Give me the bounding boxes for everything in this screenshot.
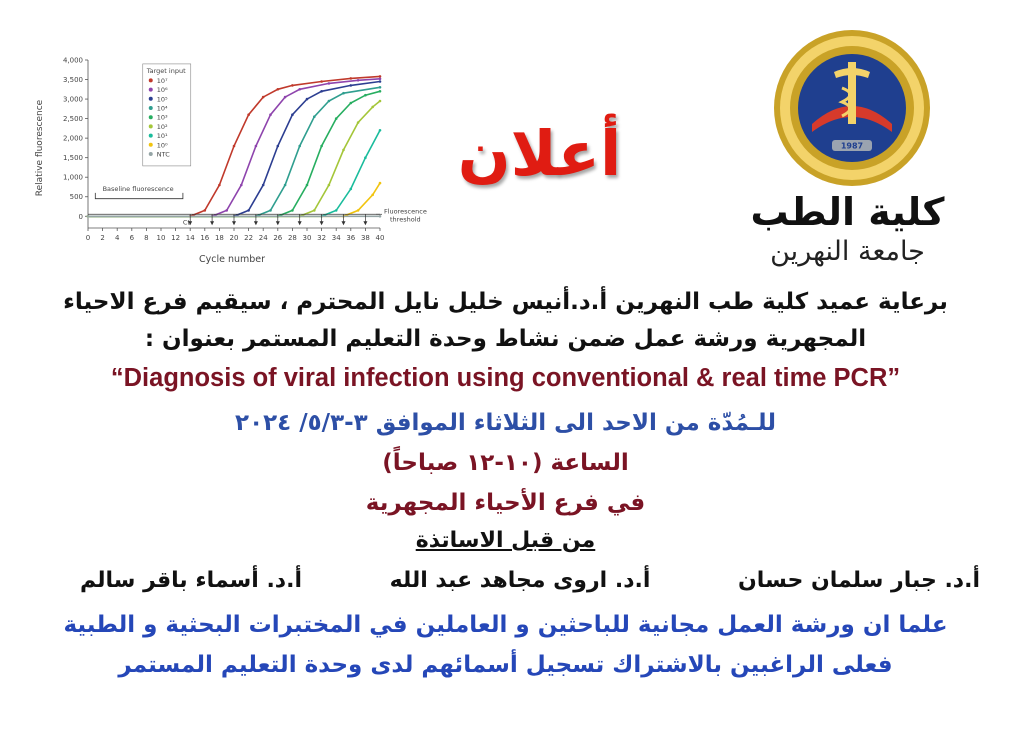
series-point [379,215,382,218]
y-tick-label: 4,000 [62,56,83,65]
instructors-heading-text: من قبل الاساتذة [415,528,596,553]
chart-grid [88,60,380,228]
series-point [350,84,353,87]
series-point [247,209,250,212]
series-point [379,100,382,103]
series-point [379,75,382,78]
ct-arrow-head [298,221,302,225]
x-tick-label: 36 [346,234,356,242]
series-point [291,209,294,212]
series-point [247,113,250,116]
ct-arrow-head [276,221,280,225]
legend-entry: NTC [156,150,170,159]
y-axis-label: Relative fluorescence [35,99,45,197]
x-tick-label: 18 [214,234,224,242]
chart-series [87,75,382,218]
series-point [225,209,228,212]
legend-marker [149,106,153,110]
series-point [357,79,360,82]
free-attendance-note: علما ان ورشة العمل مجانية للباحثين و العاملين في المختبرات البحثية و الطبية [63,612,948,638]
series-point [342,149,345,152]
instructors-heading [20,528,991,553]
x-axis-label: Cycle number [198,254,266,265]
x-tick-label: 6 [129,234,135,242]
series-point [379,182,382,185]
series-point [357,209,360,212]
ct-label: Ct [182,218,190,227]
series-point [262,96,265,99]
series-point [328,82,331,85]
workshop-intro-line: المجهرية ورشة عمل ضمن نشاط وحدة التعليم المستمر بعنوان : [144,326,867,352]
legend-entry: 10² [156,122,168,131]
chart-annotations [88,185,427,226]
instructors-list [80,568,980,602]
x-tick-label: 2 [100,234,105,242]
x-tick-label: 8 [144,234,149,242]
series-point [269,209,272,212]
series-point [364,94,367,97]
series-point [306,98,309,101]
series-point [357,121,360,124]
series-point [284,96,287,99]
series-point [320,145,323,148]
series-point [350,188,353,191]
x-tick-label: 10 [156,234,166,242]
ct-arrow-head [254,221,258,225]
series-point [328,184,331,187]
series-point [379,129,382,132]
series-point [298,88,301,91]
series-point [298,145,301,148]
x-tick-label: 24 [258,234,268,242]
series-point [218,184,221,187]
series-point [313,209,316,212]
instructor-name: أ.د. اروى مجاهد عبد الله [389,568,651,593]
legend-marker [149,115,153,119]
y-tick-label: 1,000 [62,173,83,182]
threshold-label: Fluorescence [384,207,427,216]
series-point [291,113,294,116]
threshold-label: threshold [390,215,421,224]
legend-marker [149,88,153,92]
workshop-title: “Diagnosis of viral infection using conventional & real time PCR” [110,364,901,392]
series-point [328,100,331,103]
series-point [379,90,382,93]
x-tick-label: 20 [229,234,239,242]
college-name: كلية الطب [750,190,945,234]
series-line [88,82,380,217]
workshop-time: الساعة (١٠-١٢ صباحاً) [382,450,629,476]
college-seal-logo [772,28,932,188]
series-point [342,92,345,95]
series-point [306,184,309,187]
series-line [88,130,380,216]
legend-marker [149,134,153,138]
ct-arrow-head [210,221,214,225]
series-point [269,113,272,116]
x-tick-label: 16 [200,234,210,242]
series-point [255,145,258,148]
series-point [284,184,287,187]
legend-entry: 10⁰ [156,141,168,150]
announcement-title: أعلان [457,116,622,190]
series-point [262,184,265,187]
y-tick-label: 500 [69,193,83,202]
y-tick-label: 1,500 [62,154,83,163]
patronage-line: برعاية عميد كلية طب النهرين أ.د.أنيس خليل نايل المحترم ، سيقيم فرع الاحياء [63,289,948,315]
legend-entry: 10⁵ [156,95,168,104]
series-point [350,102,353,105]
workshop-location: في فرع الأحياء المجهرية [365,490,646,516]
legend-marker [149,152,153,156]
series-point [371,106,374,109]
x-tick-label: 26 [273,234,283,242]
legend-entry: 10¹ [156,132,168,141]
series-point [240,184,243,187]
x-tick-label: 4 [114,234,120,242]
baseline-bracket [95,193,183,199]
series-point [379,80,382,83]
x-tick-label: 32 [317,234,327,242]
legend-entry: 10³ [156,113,168,122]
series-point [379,78,382,81]
x-tick-label: 28 [287,234,297,242]
y-tick-label: 0 [78,212,83,221]
series-point [291,84,294,87]
university-name: جامعة النهرين [770,236,925,267]
legend-marker [149,78,153,82]
series-point [277,88,280,91]
x-tick-label: 38 [360,234,370,242]
legend-title: Target input [146,66,186,75]
series-point [350,77,353,80]
legend-entry: 10⁷ [156,76,168,85]
x-tick-label: 14 [185,234,195,242]
x-tick-label: 30 [302,234,312,242]
legend-entry: 10⁶ [156,86,168,95]
series-point [335,209,338,212]
baseline-label: Baseline fluorescence [102,184,174,193]
x-axis-ticks [86,228,385,242]
y-axis-ticks [63,57,88,221]
pcr-amplification-chart [30,50,450,275]
legend-entry: 10⁴ [156,104,168,113]
series-point [320,80,323,83]
series-point [313,115,316,118]
workshop-dates: للـمُدّة من الاحد الى الثلاثاء الموافق ٣-٥/٣/ ٢٠٢٤ [235,410,776,436]
y-tick-label: 2,500 [62,115,83,124]
series-point [233,145,236,148]
ct-arrow-head [232,221,236,225]
legend-marker [149,97,153,101]
x-tick-label: 12 [171,234,181,242]
chart-legend [143,64,191,166]
legend-marker [149,124,153,128]
x-tick-label: 40 [375,234,385,242]
series-point [379,86,382,89]
series-point [204,209,207,212]
legend-marker [149,143,153,147]
y-tick-label: 2,000 [62,134,83,143]
ct-arrow-head [320,221,324,225]
y-tick-label: 3,000 [62,95,83,104]
y-tick-label: 3,500 [62,76,83,85]
series-point [371,194,374,197]
logo-year: 1987 [840,141,864,151]
ct-arrow-head [363,221,367,225]
instructor-name: أ.د. جبار سلمان حسان [738,568,980,593]
series-point [364,156,367,159]
ct-arrow-head [342,221,346,225]
series-point [320,90,323,93]
x-tick-label: 0 [85,234,91,242]
series-point [277,145,280,148]
series-point [87,215,90,218]
series-point [335,117,338,120]
registration-note: فعلى الراغبين بالاشتراك تسجيل أسمائهم لدى وحدة التعليم المستمر [118,652,893,678]
instructor-name: أ.د. أسماء باقر سالم [80,568,302,593]
x-tick-label: 22 [244,234,254,242]
x-tick-label: 34 [331,234,341,242]
